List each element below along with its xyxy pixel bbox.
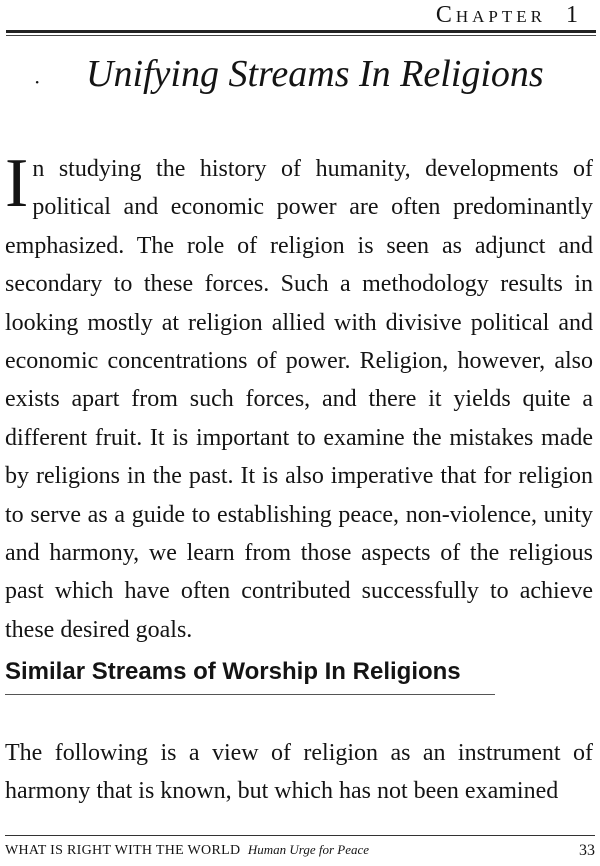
page-number: 33 — [579, 842, 595, 859]
header-rule-thin — [6, 35, 596, 36]
intro-text: n studying the history of humanity, developments of political and economic power are often predominantly emphasized. The role of religion is seen as adjunct and secondary to these forces. Such a methodology results in looking mostly at religion allied with divisive political and economic concentrations of power. Religion, however, also exists apart from such forces, and there it yields quite a different fruit. It is important to examine the mistakes made by religions in the past. It is also imperative that for religion to serve as a guide to establishing peace, non-violence, unity and harmony, we learn from those aspects of the religious past which have often contributed successfully to achieve these desired goals. — [5, 156, 593, 643]
section-heading-rule — [5, 694, 495, 695]
chapter-word: Chapter — [435, 2, 546, 28]
section-paragraph — [5, 710, 593, 835]
header-rule — [6, 30, 596, 33]
chapter-title: Unifying Streams In Religions — [86, 53, 544, 95]
chapter-number: 1 — [566, 2, 582, 28]
footer-work-title: WHAT IS RIGHT WITH THE WORLD — [5, 843, 241, 858]
page-footer — [5, 842, 595, 859]
chapter-label — [436, 2, 582, 29]
footer-rule — [5, 835, 595, 836]
drop-cap: I — [5, 145, 29, 222]
section-text: The following is a view of religion as an instrument of harmony that is known, but which has not been examined — [5, 740, 593, 805]
intro-paragraph — [5, 145, 593, 649]
section-heading: Similar Streams of Worship In Religions — [5, 658, 461, 685]
margin-mark: · — [34, 70, 41, 94]
footer-subtitle: Human Urge for Peace — [247, 842, 370, 857]
